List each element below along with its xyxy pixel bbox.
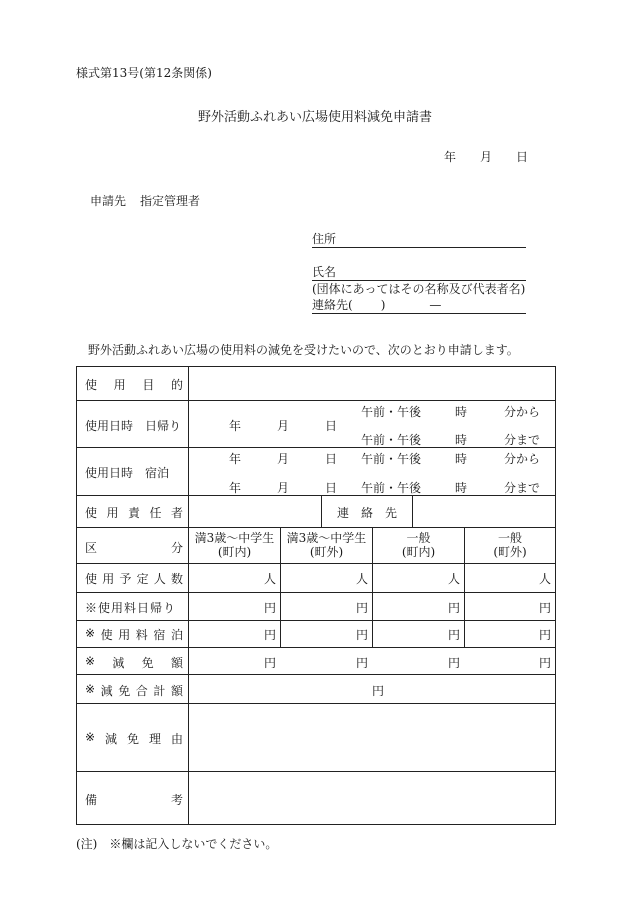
overnight-label: 使用日時 宿泊 — [85, 466, 170, 480]
remarks-label: 備 考 — [85, 793, 183, 807]
overnight-ampm-start: 午前・午後 — [361, 452, 422, 466]
overnight-hour-start: 時 — [455, 452, 468, 466]
fee-day-yen-2: 円 — [356, 601, 369, 615]
fee-night-yen-4: 円 — [539, 628, 552, 642]
overnight-year-end: 年 — [229, 481, 242, 495]
day-trip-hour-start: 時 — [455, 405, 468, 419]
day-trip-month: 月 — [277, 419, 290, 433]
fee-day-yen-1: 円 — [264, 601, 277, 615]
reduction-label: ※ 減 免 額 — [85, 654, 183, 670]
overnight-from: 分から — [504, 452, 541, 466]
people-unit-4: 人 — [539, 572, 552, 586]
reduction-yen-1: 円 — [264, 656, 277, 670]
overnight-year-start: 年 — [229, 452, 242, 466]
overnight-hour-end: 時 — [455, 481, 468, 495]
day-trip-hour-end: 時 — [455, 433, 468, 447]
total-yen: 円 — [372, 684, 385, 698]
destination — [90, 192, 200, 209]
form-number: 様式第13号(第12条関係) — [76, 66, 212, 80]
footnote: (注) ※欄は記入しないでください。 — [76, 837, 278, 851]
day-trip-day: 日 — [325, 419, 338, 433]
fee-night-yen-3: 円 — [448, 628, 461, 642]
address-field[interactable] — [312, 231, 526, 248]
reduction-yen-2: 円 — [356, 656, 369, 670]
day-trip-from: 分から — [504, 405, 541, 419]
day-trip-year: 年 — [229, 419, 242, 433]
org-note: (団体にあってはその名称及び代表者名) — [312, 282, 526, 296]
purpose-input[interactable] — [189, 368, 555, 400]
fee-night-yen-2: 円 — [356, 628, 369, 642]
fee-day-yen-4: 円 — [539, 601, 552, 615]
category-label: 区 分 — [85, 541, 183, 555]
people-label: 使 用 予 定 人 数 — [85, 572, 183, 586]
overnight-day-start: 日 — [325, 452, 338, 466]
reason-input[interactable] — [189, 704, 555, 771]
category-4: 一般 (町外) — [493, 531, 527, 559]
day-trip-ampm-start: 午前・午後 — [361, 405, 422, 419]
overnight-month-start: 月 — [277, 452, 290, 466]
remarks-input[interactable] — [189, 772, 555, 824]
category-2: 満3歳～中学生 (町外) — [286, 531, 367, 559]
day-trip-until: 分まで — [504, 433, 541, 447]
overnight-until: 分まで — [504, 481, 541, 495]
contact-paren-close: ) — [380, 298, 386, 312]
contact-field[interactable] — [312, 297, 526, 314]
date-day-label: 日 — [516, 150, 529, 164]
responsible-input[interactable] — [189, 496, 321, 527]
day-trip-ampm-end: 午前・午後 — [361, 433, 422, 447]
destination-name: 指定管理者 — [140, 194, 201, 208]
destination-label: 申請先 — [90, 194, 127, 208]
contact-dash: — — [429, 298, 442, 312]
category-1: 満3歳～中学生 (町内) — [194, 531, 275, 559]
date-month-label: 月 — [480, 150, 493, 164]
name-label: 氏名 — [312, 265, 337, 279]
overnight-day-end: 日 — [325, 481, 338, 495]
address-label: 住所 — [312, 232, 337, 246]
fee-day-label: ※使用料日帰り — [85, 601, 177, 615]
intro-text: 野外活動ふれあい広場の使用料の減免を受けたいので、次のとおり申請します。 — [88, 343, 519, 357]
total-label: ※ 減 免 合 計 額 — [85, 682, 183, 698]
people-unit-2: 人 — [356, 572, 369, 586]
overnight-month-end: 月 — [277, 481, 290, 495]
name-field[interactable] — [312, 264, 526, 280]
application-table — [76, 366, 556, 825]
fee-night-label: ※ 使 用 料 宿 泊 — [85, 626, 183, 642]
category-3: 一般 (町内) — [401, 531, 436, 559]
page-title: 野外活動ふれあい広場使用料減免申請書 — [197, 110, 432, 125]
overnight-ampm-end: 午前・午後 — [361, 481, 422, 495]
fee-day-yen-3: 円 — [448, 601, 461, 615]
reduction-yen-4: 円 — [539, 656, 552, 670]
date-year-label: 年 — [444, 150, 457, 164]
purpose-label: 使 用 目 的 — [85, 378, 183, 392]
people-unit-3: 人 — [448, 572, 461, 586]
responsible-contact-label: 連 絡 先 — [337, 506, 397, 520]
people-unit-1: 人 — [264, 572, 277, 586]
fee-night-yen-1: 円 — [264, 628, 277, 642]
reason-label: ※ 減 免 理 由 — [85, 730, 183, 746]
reduction-yen-3: 円 — [448, 656, 461, 670]
responsible-label: 使 用 責 任 者 — [85, 506, 183, 520]
contact-label: 連絡先( — [312, 298, 353, 312]
responsible-contact-input[interactable] — [413, 496, 555, 527]
day-trip-label: 使用日時 日帰り — [85, 419, 182, 433]
